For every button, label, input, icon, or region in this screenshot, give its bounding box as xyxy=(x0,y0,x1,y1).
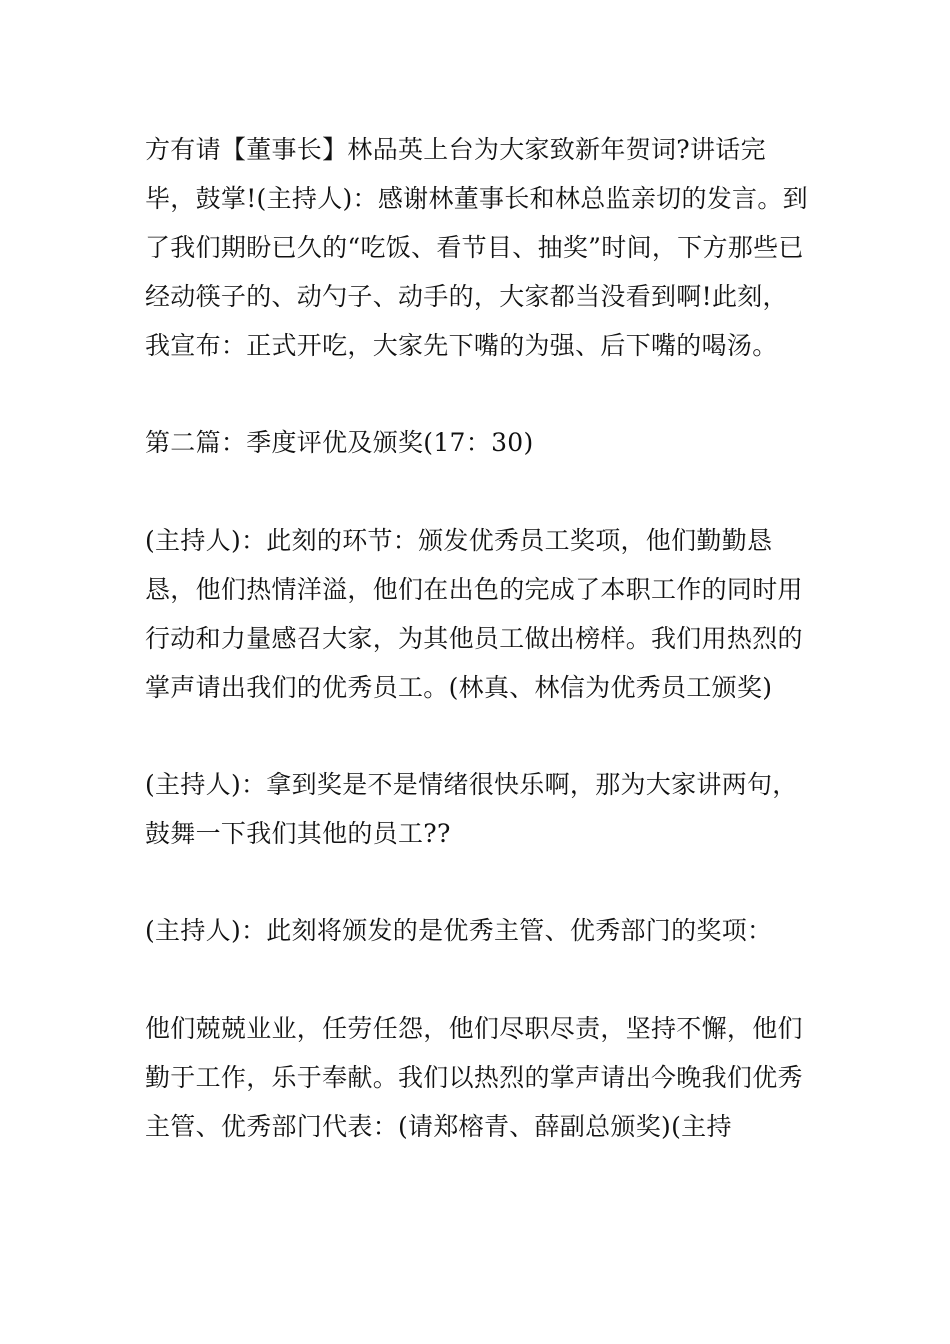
paragraph-excellent-employee-award: (主持人)：此刻的环节：颁发优秀员工奖项，他们勤勤恳恳，他们热情洋溢，他们在出色的完成了本职工作的同时用行动和力量感召大家，为其他员工做出榜样。我们用热烈的掌声请出我们的优秀员工。(林真、林信为优秀员工颁奖) xyxy=(145,526,803,702)
paragraph-supervisor-award-intro: (主持人)：此刻将颁发的是优秀主管、优秀部门的奖项： xyxy=(145,916,773,945)
paragraph-award-speech-invite: (主持人)：拿到奖是不是情绪很快乐啊，那为大家讲两句，鼓舞一下我们其他的员工?? xyxy=(145,770,798,848)
section-heading: 第二篇：季度评优及颁奖(17：30) xyxy=(145,428,534,457)
paragraph-supervisor-award: 他们兢兢业业，任劳任怨，他们尽职尽责，坚持不懈，他们勤于工作，乐于奉献。我们以热烈的掌声请出今晚我们优秀主管、优秀部门代表：(请郑榕青、薛副总颁奖)(主持 xyxy=(145,1014,803,1141)
paragraph-chairman-speech: 方有请【董事长】林品英上台为大家致新年贺词?讲话完毕，鼓掌!(主持人)：感谢林董事长和林总监亲切的发言。到了我们期盼已久的“吃饭、看节目、抽奖”时间，下方那些已经动筷子的、动勺子、动手的，大家都当没看到啊!此刻，我宣布：正式开吃，大家先下嘴的为强、后下嘴的喝汤。 xyxy=(145,135,808,360)
document-body xyxy=(145,125,810,1151)
